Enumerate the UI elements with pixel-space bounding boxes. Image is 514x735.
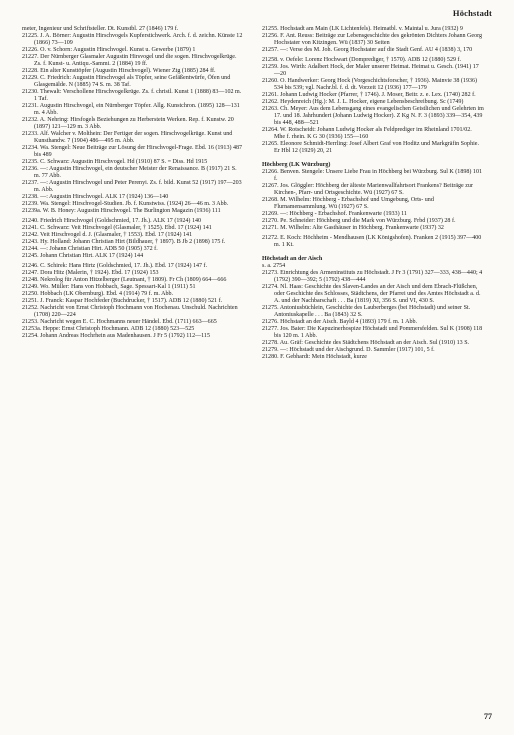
left-column: [22, 26, 244, 340]
bibliography-entry: 21254. Johann Andreas Hochrhein aus Madenhausen. J Fr 5 (1792) 112—115: [22, 333, 210, 340]
bibliography-entry: 21237. —: Augustin Hirschvogel und Peter Perenyi. Zs. f. bild. Kunst 52 (1917) 197—203 m. Abb.: [22, 180, 242, 193]
bibliography-entry: 21248. Nekrolog für Anton Hitzelberger (Leutnant, † 1809). Fr Ch (1809) 664—666: [22, 277, 227, 284]
bibliography-entry: 21228. Ein alter Kunsttöpfer (Augustin Hirschvogel). Wiener Ztg (1885) 284 ff.: [22, 68, 216, 74]
bibliography-entry: 21260. O. Handwerker: Georg Hock (Vorgeschichtsforscher, † 1936). Mainvie 38 (1936) 534 bis 539; vgl. Nachr.bl. f. d. dt. Vorzeit 12 (1936) 177—179: [262, 78, 478, 92]
section-heading-hoechstadt: Höchstadt an der Aisch: [262, 256, 323, 263]
bibliography-entry: meter, Ingenieur und Schriftsteller. Dt. Kunstbl. 27 (1846) 179 f.: [22, 26, 179, 32]
bibliography-entry: 21262. Heydenreich (Hg.): M. J. L. Hocker, eigene Lebensbeschreibung. Sc (1749): [262, 99, 464, 106]
bibliography-entry: 21263. Ch. Meyer: Aus dem Lebensgang eines evangelischen Geistlichen und Gelehrten im 17. und 18. Jahrhundert (Johann Ludwig Hocker). Z Kg N. F. 3 (1893) 339—354, 439 bis 448, 488—521: [262, 106, 484, 127]
bibliography-entry: 21269. —: Höchberg - Erbachshof. Frankenwarte (1933) 11: [262, 211, 407, 218]
bibliography-entry: 21235. C. Schwarz: Augustin Hirschvogel. Hd (1910) 87 S. = Diss. Hd 1915: [22, 159, 208, 165]
bibliography-entry: 21225. J. A. Börner: Augustin Hirschvogels Kupferstichwerk. Arch. f. d. zeichn. Künste 12 (1866) 73—109: [22, 33, 243, 46]
bibliography-entry: 21239a. W. B. Honey: Augustin Hirschvogel. The Burlington Magazin (1936) 111: [22, 208, 221, 214]
bibliography-entry: 21252. Nachricht von Ernst Christoph Hochmann von Hochenau. Unschuld. Nachrichten (1708) 220—224: [22, 305, 238, 319]
bibliography-entry: 21234. Wa. Stengel: Neue Beiträge zur Lösung der Hirschvogel-Frage. Ebd. 16 (1913) 487 bis 489: [22, 145, 243, 158]
bibliography-entry: 21250. Hobbach (LK Obernburg). Ebd. 4 (1914) 79 f. m. Abb.: [22, 291, 174, 298]
bibliography-entry: 21251. J. Franck: Kaspar Hochfeder (Buchdrucker, † 1517). ADB 12 (1880) 521 f.: [22, 298, 223, 305]
bibliography-entry: 21276. Höchstadt an der Aisch. Bayld 4 (1893) 179 f. m. 1 Abb.: [262, 319, 418, 326]
bibliography-entry: 21242. Veit Hirschvogel d. J. (Glasmaler, † 1553). Ebd. 17 (1924) 141: [22, 232, 193, 239]
bibliography-entry: 21253a. Heppe: Ernst Christoph Hochmann. ADB 12 (1880) 523—525: [22, 326, 195, 333]
bibliography-entry: 21277. Jos. Baier: Die Kapuzinerhospize Höchstadt und Pommersfelden. Sul K (1908) 118 bis 120 m. 1 Abb.: [262, 326, 483, 340]
bibliography-entry: 21231. Augustin Hirschvogel, ein Nürnberger Töpfer. Allg. Kunstchron. (1895) 128—131 m. 4 Abb.: [22, 103, 240, 116]
bibliography-entry: 21247. Dora Hitz (Malerin, † 1924). Ebd. 17 (1924) 153: [22, 270, 159, 277]
bibliography-entry: 21271. M. Wilhelm: Alte Gasthäuser in Höchberg. Frankenwarte (1937) 32: [262, 225, 444, 232]
bibliography-entry: 21280. F. Gebhardt: Mein Höchstadt, kurze: [262, 354, 367, 361]
right-column: [262, 26, 484, 361]
bibliography-entry: 21275. Antoniusbüchlein, Geschichte des Lauberberges (bei Höchstadt) und seiner St. Antoniuskapelle . . . Ba (1843) 32 S.: [262, 305, 471, 319]
section-heading-hoechberg: Höchberg (LK Würzburg): [262, 162, 331, 169]
bibliography-entry: 21240. Friedrich Hirschvogel (Goldschmied, 17. Jh.). ALK 17 (1924) 140: [22, 218, 202, 225]
bibliography-entry: 21270. Pe. Schneider: Höchberg und die Mark von Würzburg. Frbd (1937) 28 f.: [262, 218, 456, 225]
bibliography-entry: 21256. F. Ant. Reuss: Beiträge zur Lebensgeschichte des gekrönten Dichters Johann Georg Hochstater von Kitzingen. Wü (1837) 30 Seiten: [262, 33, 483, 46]
section-cross-reference: s. a. 2754: [262, 263, 286, 270]
bibliography-entry: 21259. Jos. Wirth: Adalbert Hock, der Maler unserer Heimat. Heimat u. Gesch. (1941) 17—20: [262, 64, 479, 78]
bibliography-entry: 21239. Wa. Stengel: Hirschvogel-Studien. Jb. f. Kunstwiss. (1924) 26—46 m. 3 Abb.: [22, 201, 229, 207]
bibliography-entry: 21243. Hy. Holland: Johann Christian Hirt (Bildhauer, † 1897). B Jb 2 (1898) 175 f.: [22, 239, 226, 246]
bibliography-entry: 21266. Benven. Stengele: Unsere Liebe Frau in Höchberg bei Würzburg. Sul K (1898) 101 f.: [262, 169, 482, 183]
right-entries-group-b: [262, 169, 484, 249]
bibliography-entry: 21279. —: Höchstadt und der Aischgrund. D. Sammler (1917) 101, 5 f.: [262, 347, 435, 354]
right-entries-group-a: [262, 26, 484, 155]
bibliography-entry: 21278. Au. Gräf: Geschichte des Städtchens Höchstadt an der Aisch. Sul (1910) 13 S.: [262, 340, 470, 347]
bibliography-entry: 21273. Einrichtung des Armeninstituts zu Höchstadt. J Fr 3 (1791) 327—333, 438—440; 4 (1792) 390—392; 5 (1792) 438—444: [262, 270, 483, 284]
bibliography-entry: 21253. Nachricht wegen E. C. Hochmanns neuer Händel. Ebd. (1711) 663—665: [22, 319, 217, 326]
bibliography-entry: 21264. W. Rotscheidt: Johann Ludwig Hocker als Feldprediger im Rheinland 1701/02. Mhe f. rhein. K G 30 (1936) 155—160: [262, 127, 472, 141]
bibliography-entry: 21241. C. Schwarz: Veit Hirschvogel (Glasmaler, † 1525). Ebd. 17 (1924) 141: [22, 225, 212, 232]
bibliography-entry: 21226. O. v. Schorn: Augustin Hirschvogel. Kunst u. Gewerbe (1879) 1: [22, 47, 196, 53]
bibliography-entry: 21238. —: Augustin Hirschvogel. ALK 17 (1924) 136—140: [22, 194, 169, 200]
bibliography-entry: 21255. Hochstadt am Main (LK Lichtenfels). Heimatbl. v. Maintal u. Jura (1932) 9: [262, 26, 463, 32]
bibliography-entry: 21272. E. Koch: Höchheim - Mendhausen (LK Königshofen). Franken 2 (1915) 397—400 m. 1 Kt.: [262, 235, 482, 249]
bibliography-entry: 21227. Der Nürnberger Glasmaler Augustin Hirsvogel und die sogen. Hirschvogelkrüge. Zs. f. Kunst- u. Antiqu.-Sammi. 2 (1884) 19 ff.: [22, 54, 237, 67]
bibliography-entry: 21274. Nl. Haas: Geschichte des Slaven-Landes an der Aisch und dem Ebrach-Flüßchen, oder Geschichte des Schlosses, Städtchens, der Pfarrei und des Amtes Höchstadt a. d. A. und der Nachbarschaft . . . Ba (1819) XI, 356 S. und VI, 430 S.: [262, 284, 481, 305]
bibliography-entry: 21245. Johann Christian Hirt. ALK 17 (1924) 144: [22, 253, 144, 260]
bibliography-entry: 21258. v. Oefele: Lorenz Hochwart (Domprediger, † 1570). ADB 12 (1880) 529 f.: [262, 57, 462, 64]
bibliography-entry: 21268. M. Wilhelm: Höchberg - Erbachshof und Umgebung, Orts- und Flurnamensammlung. Wü (1927) 67 S.: [262, 197, 434, 211]
bibliography-entry: 21267. Jos. Glöggler: Höchberg der älteste Marienwallfahrtsort Frankens? Beiträge zur Kirchen-, Pfarr- und Ortsgeschichte. Wü (1927) 67 S.: [262, 183, 473, 197]
bibliography-entry: 21246. C. Schirek: Hans Hirtz (Goldschmied, 17. Jh.). Ebd. 17 (1924) 147 f.: [22, 263, 208, 270]
bibliography-entry: 21229. C. Friedrich: Augustin Hirschvogel als Töpfer, seine Gefäßentwürfe, Öfen und Glasgemälde. N (1885) 74 S. m. 38 Taf.: [22, 75, 231, 88]
page-number: 77: [484, 712, 492, 721]
bibliography-entry: 21257. —: Verse des M. Joh. Georg Hochstater auf die Stadt Genf. AU 4 (1838) 3, 170: [262, 47, 473, 53]
bibliography-entry: 21265. Eleonore Schmidt-Herrling: Josef Albert Graf von Hoditz und Markgräfin Sophie. Er Hbl 12 (1929) 20, 21: [262, 141, 479, 155]
bibliography-entry: 21233. Alf. Walcher v. Molthein: Der Fertiger der sogen. Hirschvogelkrüge. Kunst und Kunsthandw. 7 (1904) 486—495 m. Abb.: [22, 131, 233, 144]
bibliography-entry: 21249. Wo. Müller: Hans von Hobbach, Sage. Spessart-Kal 1 (1911) 51: [22, 284, 196, 291]
running-header: Höchstadt: [452, 8, 492, 18]
bibliography-entry: 21261. Johann Ludwig Hocker (Pfarrer, † 1746). J. Moser, Beitr. z. e. Lex. (1740) 282 f.: [262, 92, 476, 99]
bibliography-entry: 21232. A. Nehring: Hirsfogels Beziehungen zu Herberstein Werken. Rep. f. Kunstw. 20 (1897) 121—129 m. 3 Abb.: [22, 117, 234, 130]
bibliography-entry: 21236. —: Augustin Hirschvogel, ein deutscher Meister der Renaissance. B (1917) 21 S. m. 77 Abb.: [22, 166, 237, 179]
bibliography-entry: 21244. —: Johann Christian Hirt. ADB 50 (1905) 372 f.: [22, 246, 158, 253]
right-entries-group-c: [262, 270, 484, 361]
bibliography-entry: 21230. Thewalt: Verschollene Hirschvogelkrüge. Zs. f. christl. Kunst 1 (1888) 83—102 m. 1 Taf.: [22, 89, 242, 102]
